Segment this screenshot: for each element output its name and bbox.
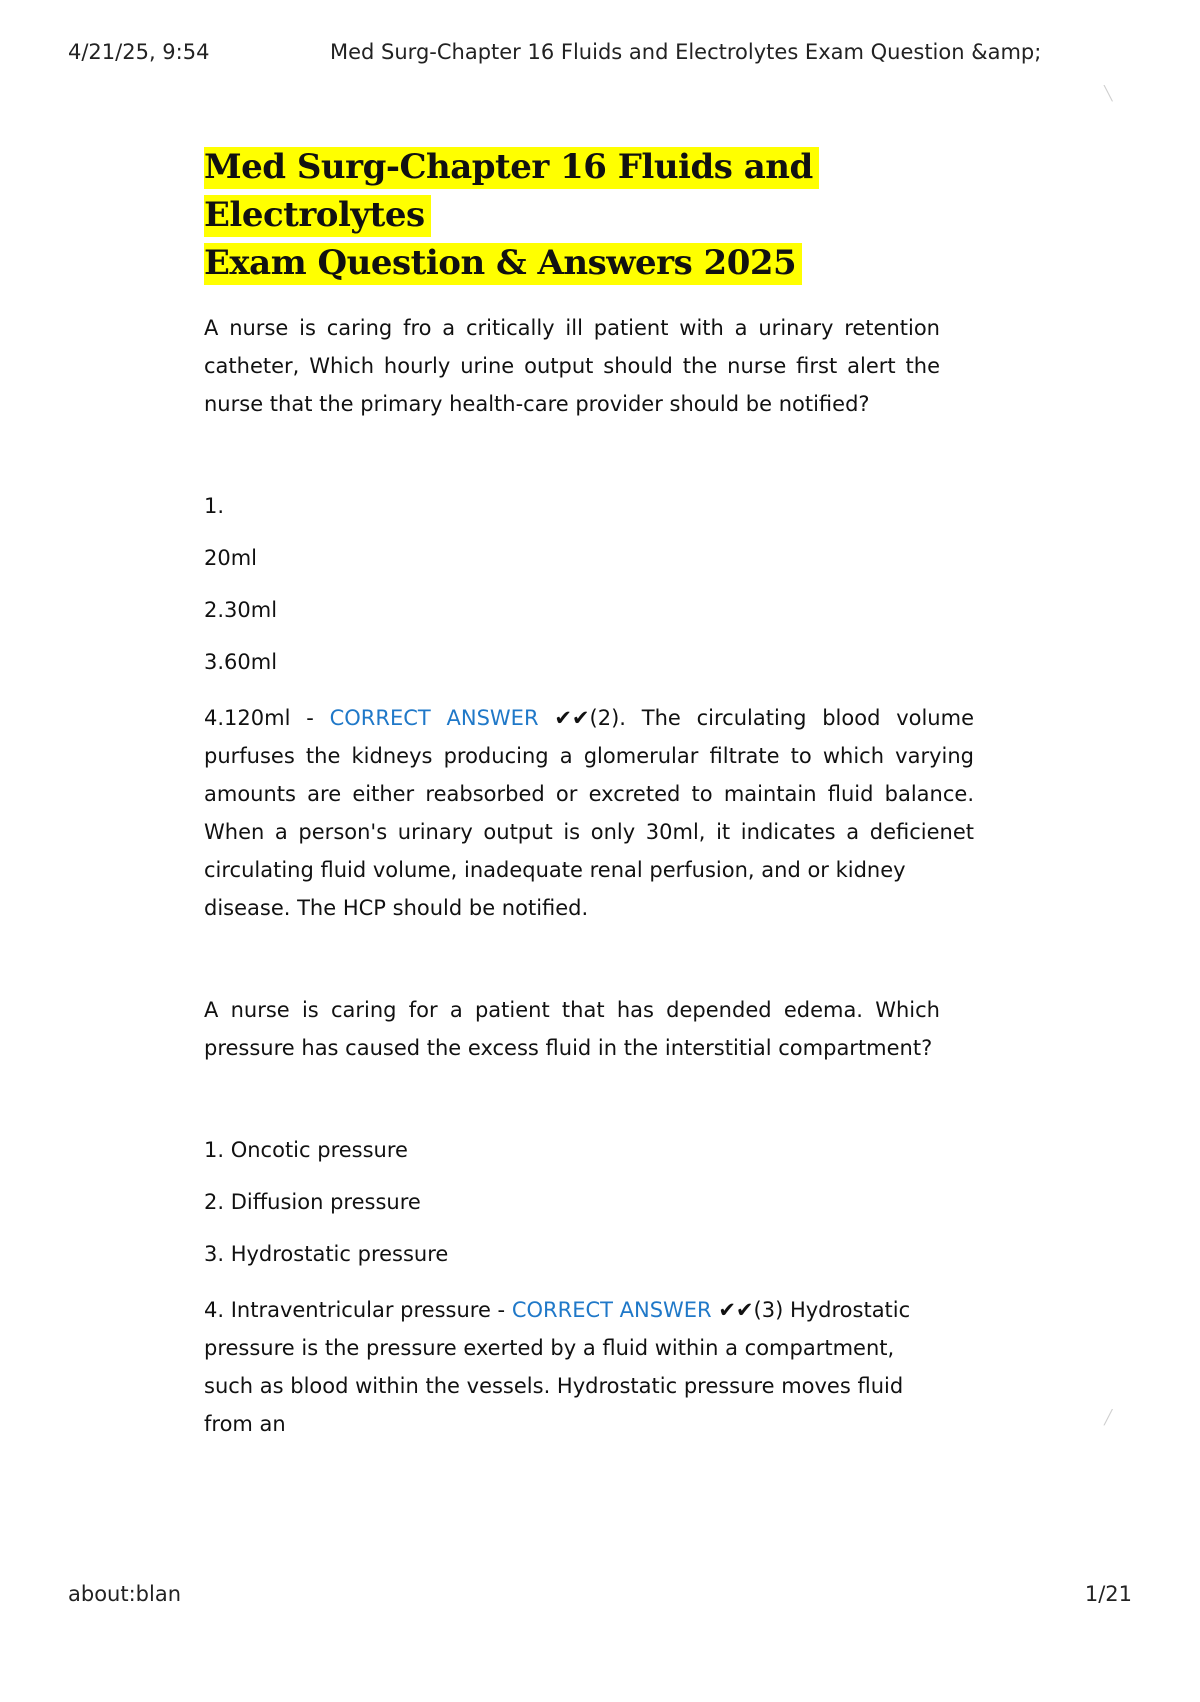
document-title xyxy=(204,143,974,287)
question-1-answer xyxy=(204,699,974,927)
question-2-rationale-line-1: ✔✔(3) Hydrostatic xyxy=(711,1298,911,1322)
question-2-option-4-text: 4. Intraventricular pressure - xyxy=(204,1298,512,1322)
question-2-rationale-line-3: such as blood within the vessels. Hydrostatic pressure moves fluid xyxy=(204,1374,904,1398)
question-2-rationale-line-4: from an xyxy=(204,1412,286,1436)
print-url: about:blan xyxy=(68,1582,182,1606)
question-1-rationale: ✔✔(2). The circulating blood volume purfuses the kidneys producing a glomerular filtrate to which varying amounts are either reabsorbed or excreted to maintain fluid balance. When a person's urinary output is only 30ml, it indicates a deficienet circulating fluid volume, inadequate renal perfusion, and or kidney xyxy=(204,706,974,882)
question-2-stem: A nurse is caring for a patient that has depended edema. Which pressure has caused the excess fluid in the interstitial compartment? xyxy=(204,998,940,1060)
question-1-option-3: 3.60ml xyxy=(204,650,278,674)
print-header xyxy=(68,40,1122,70)
question-1-option-1-value: 20ml xyxy=(204,546,258,570)
question-2-option-4 xyxy=(204,1291,974,1329)
question-2-option-2: 2. Diffusion pressure xyxy=(204,1190,421,1214)
question-1-option-4 xyxy=(204,699,974,889)
question-2-answer xyxy=(204,1291,974,1443)
title-line-1: Med Surg-Chapter 16 Fluids and Electrolytes xyxy=(204,147,819,237)
page-counter: 1/21 xyxy=(1084,1582,1132,1606)
corner-mark-top-right: ╲ xyxy=(1104,86,1113,102)
question-1-rationale-end: disease. The HCP should be notified. xyxy=(204,896,589,920)
corner-mark-bottom-right: ╱ xyxy=(1104,1410,1113,1426)
print-date: 4/21/25, 9:54 xyxy=(68,40,210,64)
question-1-option-2: 2.30ml xyxy=(204,598,278,622)
title-line-2: Exam Question & Answers 2025 xyxy=(204,243,802,285)
correct-answer-label: CORRECT ANSWER xyxy=(511,1298,712,1322)
question-2-rationale-line-2: pressure is the pressure exerted by a fluid within a compartment, xyxy=(204,1336,895,1360)
question-2-option-1: 1. Oncotic pressure xyxy=(204,1138,408,1162)
question-2-option-3: 3. Hydrostatic pressure xyxy=(204,1242,449,1266)
question-1-option-4-text: 4.120ml - xyxy=(204,706,330,730)
document-body xyxy=(204,143,974,1443)
question-1-stem: A nurse is caring fro a critically ill patient with a urinary retention catheter, Which hourly urine output should the nurse first alert the nurse that the primary health-care provider should be notified? xyxy=(204,316,940,416)
print-doc-title: Med Surg-Chapter 16 Fluids and Electrolytes Exam Question &amp; xyxy=(330,40,1042,64)
correct-answer-label: CORRECT ANSWER xyxy=(329,706,539,730)
question-1-option-1: 1. xyxy=(204,494,225,518)
